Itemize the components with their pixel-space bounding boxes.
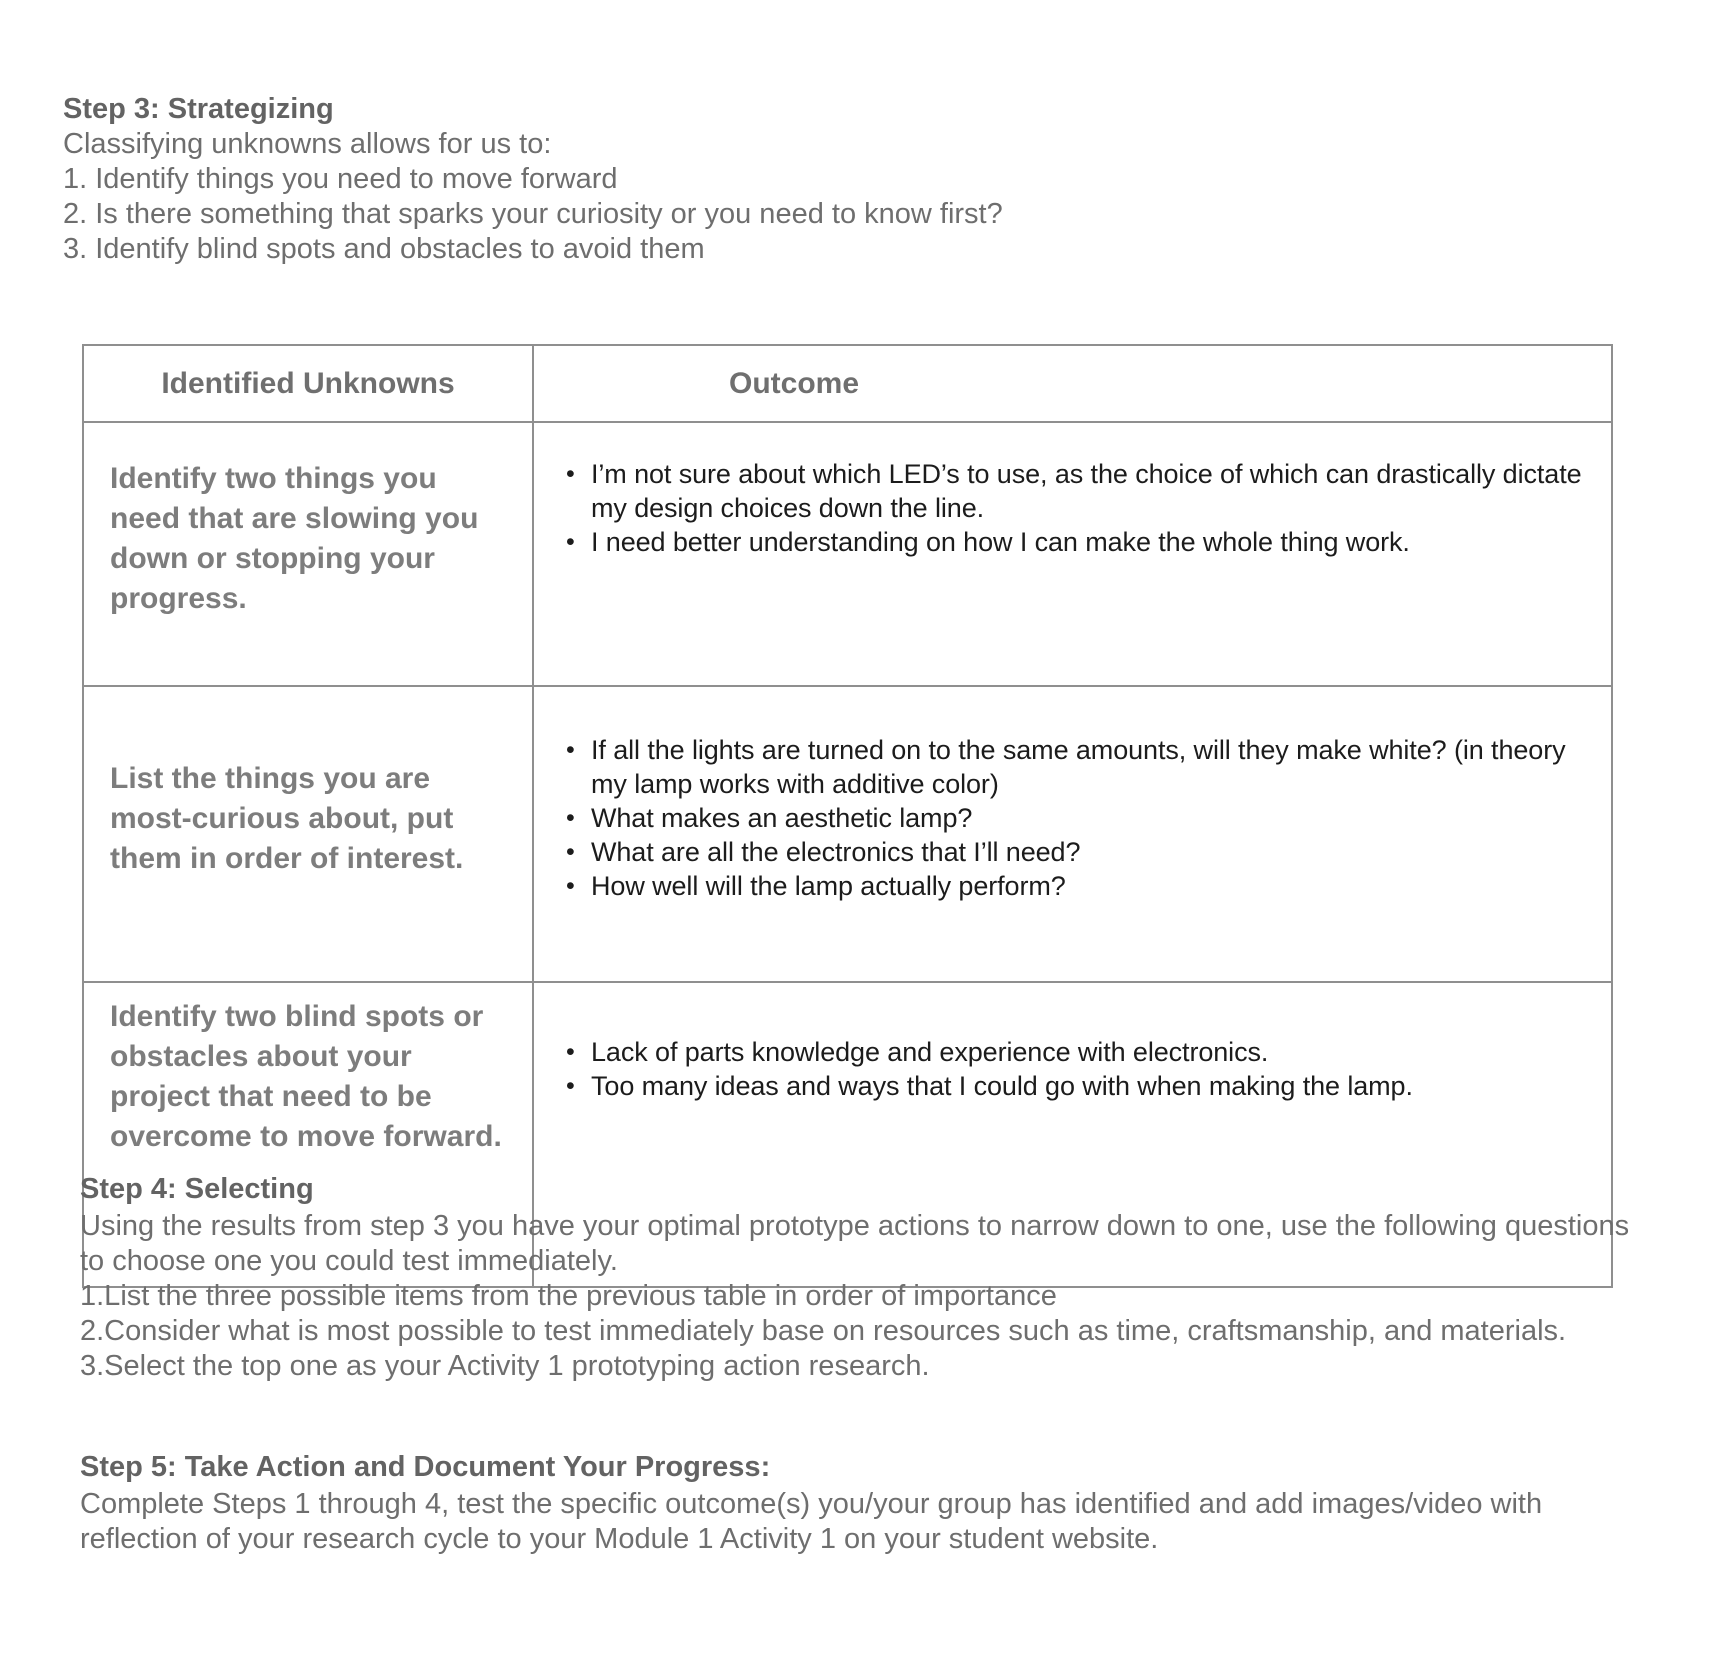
step3-item-1: 1. Identify things you need to move forward: [63, 163, 618, 195]
list-item: [566, 835, 1583, 869]
step5-heading: Step 5: Take Action and Document Your Progress:: [80, 1451, 771, 1483]
step4-line-1: Using the results from step 3 you have your optimal prototype actions to narrow down to one, use the following questions: [80, 1210, 1630, 1242]
prompt-cell: Identify two things you need that are slowing you down or stopping your progress.: [83, 422, 533, 686]
list-item: [566, 733, 1583, 801]
outcome-text: What makes an aesthetic lamp?: [591, 803, 973, 833]
bullet-marker: •: [566, 460, 575, 488]
step5-line-2: reflection of your research cycle to your Module 1 Activity 1 on your student website.: [80, 1523, 1159, 1555]
outcome-text: What are all the electronics that I’ll need?: [591, 837, 1081, 867]
header-identified-unknowns: Identified Unknowns: [83, 345, 533, 422]
step5-line-1: Complete Steps 1 through 4, test the specific outcome(s) you/your group has identified and add images/video with: [80, 1488, 1543, 1520]
list-item: [566, 1069, 1583, 1103]
outcome-list: [566, 1035, 1583, 1103]
list-item: [566, 457, 1583, 525]
list-item: [566, 869, 1583, 903]
step4-line-5: 3.Select the top one as your Activity 1 prototyping action research.: [80, 1350, 930, 1382]
step5-section: [80, 1450, 1680, 1557]
table-header-row: [83, 345, 1612, 422]
prompt-cell: Identify two blind spots or obstacles about your project that need to be overcome to move forward.: [83, 982, 533, 1287]
step4-section: [80, 1172, 1680, 1384]
list-item: [566, 801, 1583, 835]
step3-heading: Step 3: Strategizing: [63, 93, 334, 125]
table-row: [83, 686, 1612, 982]
list-item: [566, 525, 1583, 559]
step3-item-2: 2. Is there something that sparks your curiosity or you need to know first?: [63, 198, 1003, 230]
outcome-list: [566, 457, 1583, 559]
bullet-marker: •: [566, 1038, 575, 1066]
outcome-text: I need better understanding on how I can make the whole thing work.: [591, 527, 1410, 557]
step4-line-3: 1.List the three possible items from the previous table in order of importance: [80, 1280, 1057, 1312]
step3-section: [63, 92, 1663, 267]
step3-item-3: 3. Identify blind spots and obstacles to avoid them: [63, 233, 705, 265]
step4-line-2: to choose one you could test immediately.: [80, 1245, 618, 1277]
outcome-cell: [533, 422, 1612, 686]
outcome-text: I’m not sure about which LED’s to use, as the choice of which can drastically dictate my design choices down the line.: [591, 459, 1582, 523]
prompt-cell: List the things you are most-curious about, put them in order of interest.: [83, 686, 533, 982]
bullet-marker: •: [566, 528, 575, 556]
step4-heading: Step 4: Selecting: [80, 1173, 314, 1205]
bullet-marker: •: [566, 804, 575, 832]
unknowns-table-container: [82, 344, 1613, 1288]
table-row: [83, 422, 1612, 686]
outcome-text: Too many ideas and ways that I could go with when making the lamp.: [591, 1071, 1413, 1101]
outcome-text: If all the lights are turned on to the same amounts, will they make white? (in theory my lamp works with additive color): [591, 735, 1566, 799]
bullet-marker: •: [566, 736, 575, 764]
outcome-list: [566, 733, 1583, 903]
bullet-marker: •: [566, 1072, 575, 1100]
outcome-text: Lack of parts knowledge and experience with electronics.: [591, 1037, 1269, 1067]
step4-line-4: 2.Consider what is most possible to test immediately base on resources such as time, craftsmanship, and materials.: [80, 1315, 1567, 1347]
bullet-marker: •: [566, 872, 575, 900]
step3-intro: Classifying unknowns allows for us to:: [63, 128, 552, 160]
unknowns-table: [82, 344, 1613, 1288]
bullet-marker: •: [566, 838, 575, 866]
outcome-text: How well will the lamp actually perform?: [591, 871, 1066, 901]
outcome-cell: [533, 686, 1612, 982]
list-item: [566, 1035, 1583, 1069]
header-outcome: Outcome: [533, 345, 1612, 422]
